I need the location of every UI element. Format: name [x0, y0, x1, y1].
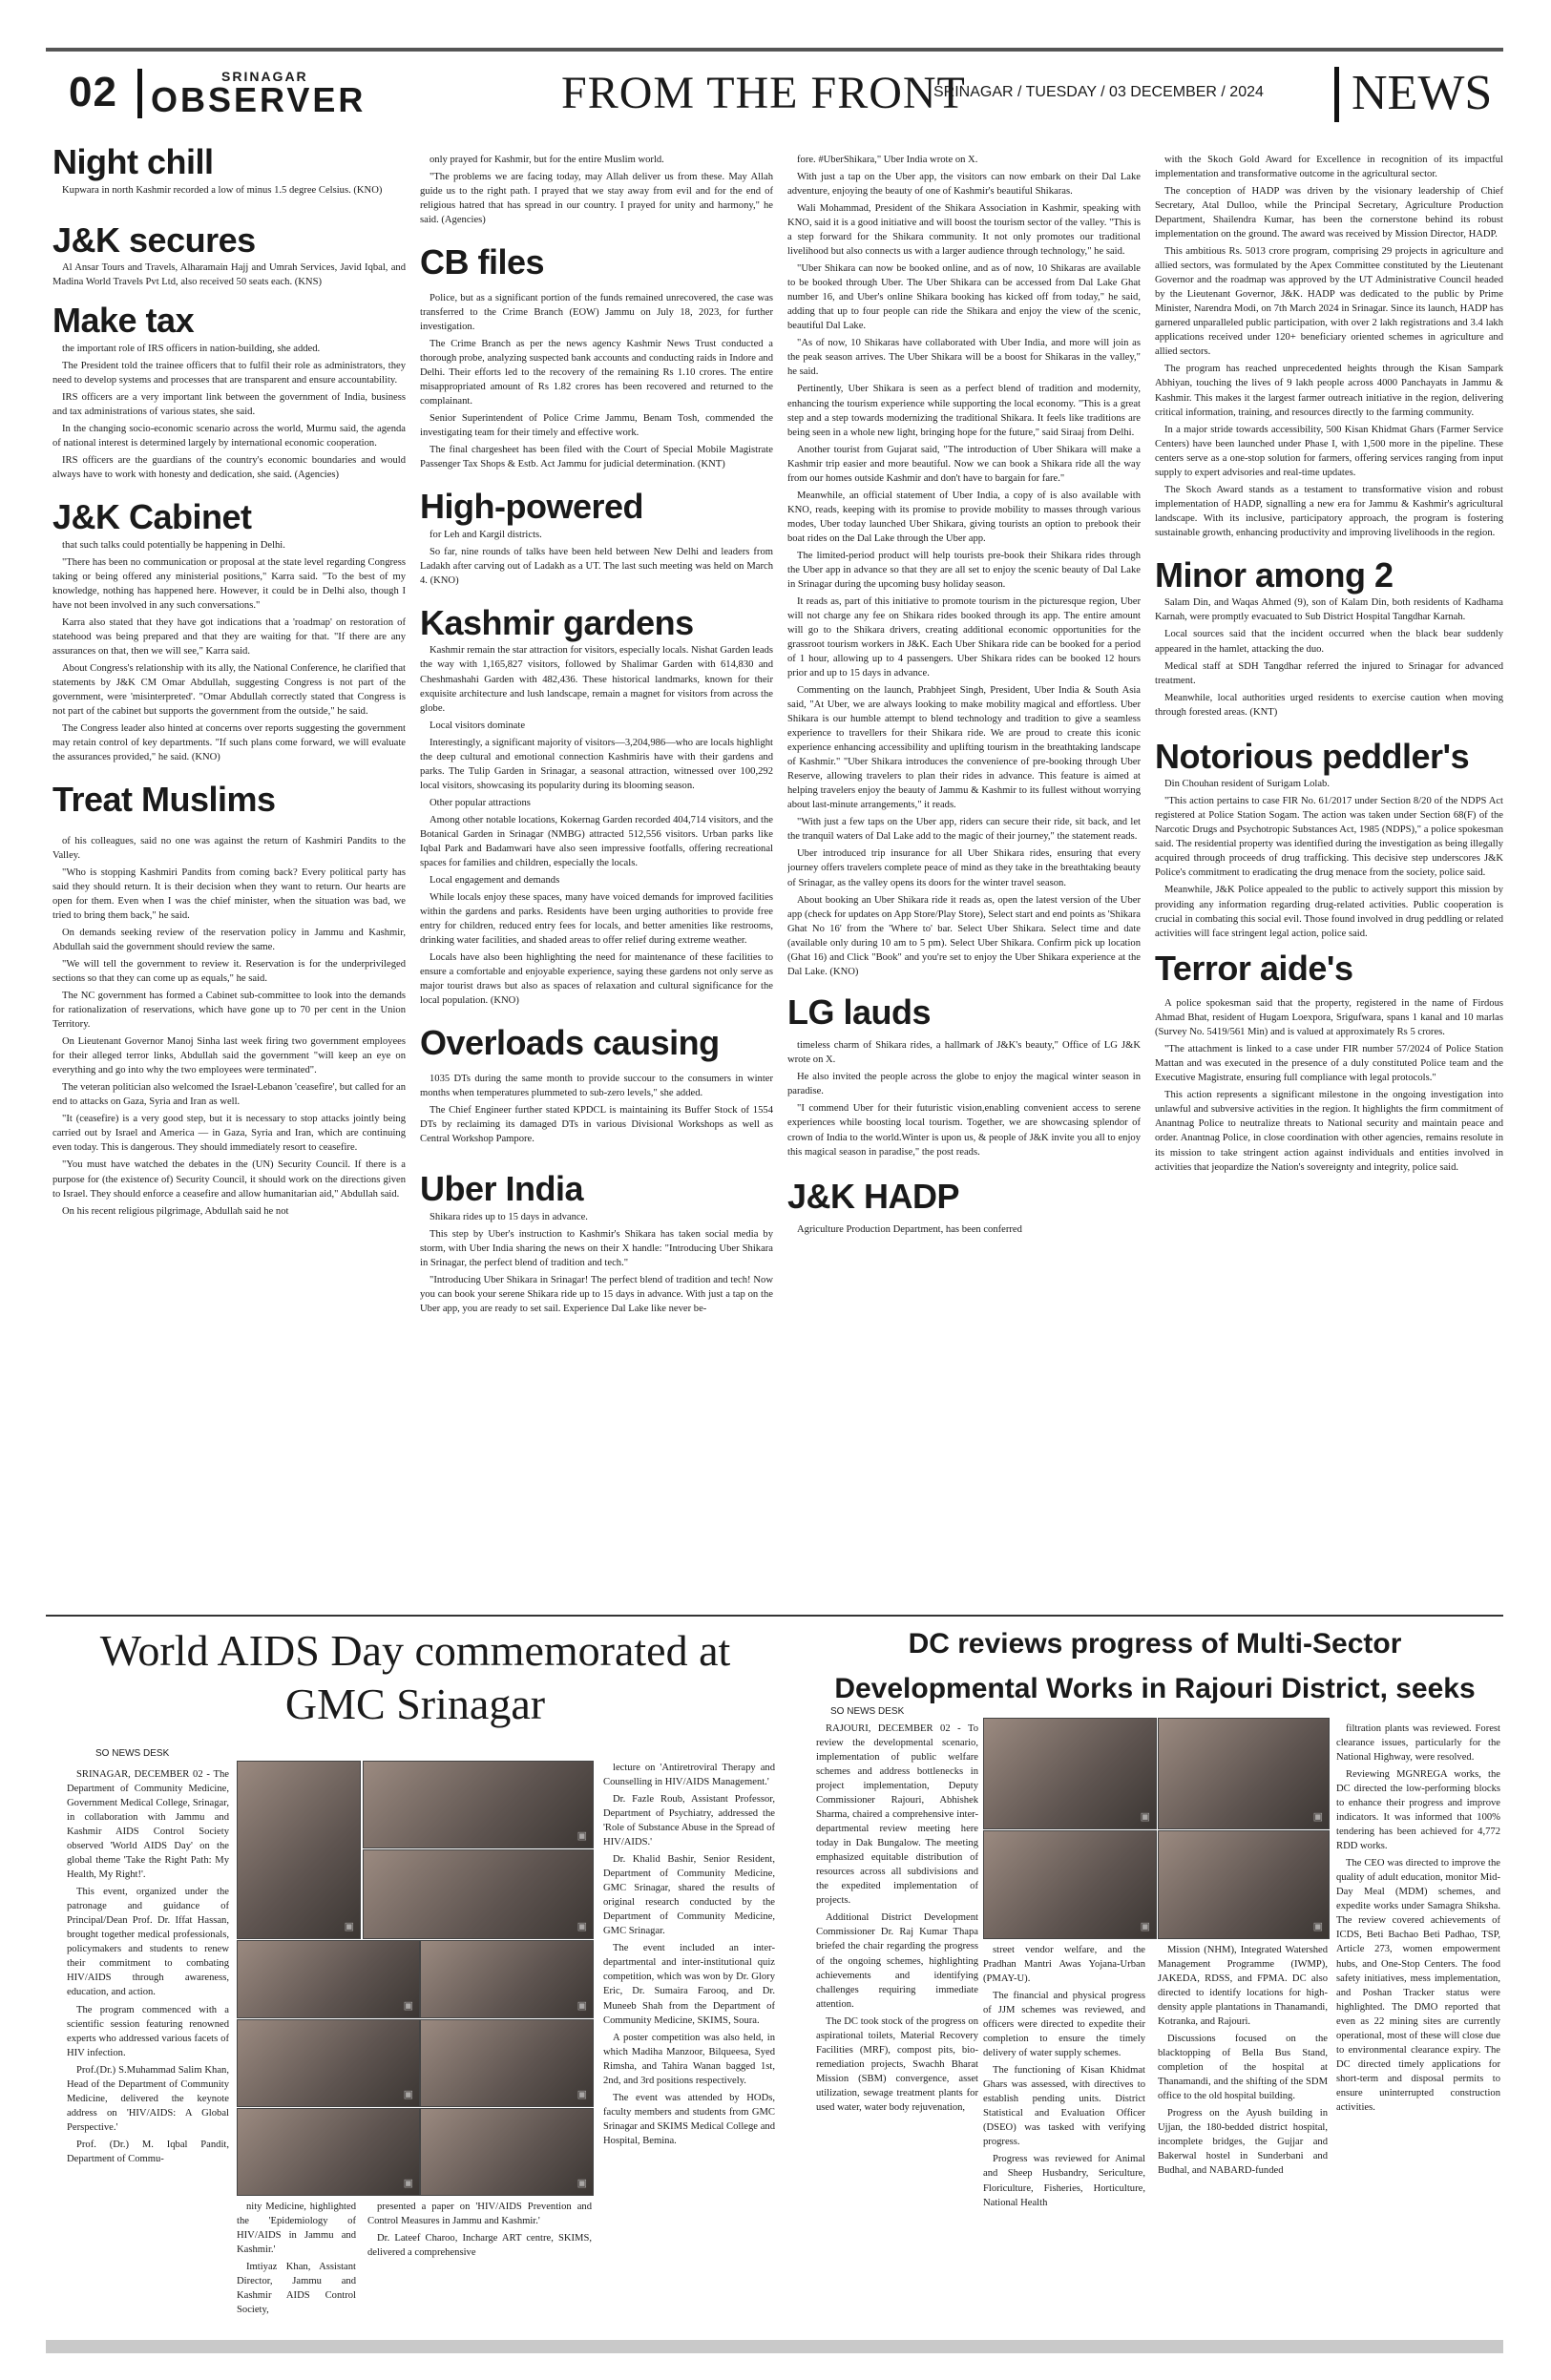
article-text: A police spokesman said that the property, registered in the name of Firdous Ahmad Bhat, resident of Hugam Loexpora, Srigufwara, spans 1 kanal and 10 marlas (Survey No. 5419/561 Min) and is valued at approximately Rs 5 crores.	[1155, 998, 1503, 1038]
dc-column-1	[816, 1722, 978, 2335]
article-text: Salam Din, and Waqas Ahmed (9), son of Kalam Din, both residents of Kadhama Karnah, were promptly evacuated to Sub District Hospital Tangdhar Karnah.	[1155, 597, 1503, 623]
article-text: On Lieutenant Governor Manoj Sinha last week firing two government employees for their alleged terror links, Abdullah said the government "will keep an eye on everything and go into why the two employees were terminated".	[52, 1036, 406, 1076]
article-text: Among other notable locations, Kokernag Garden recorded 404,714 visitors, and the Botanical Garden in Srinagar (NMBG) attracted 512,556 visitors. Urban parks like Iqbal Park and Badamwari have also seen impressive footfalls, offering recreational spaces for families and children, especially the locals.	[420, 814, 773, 868]
article-text: Senior Superintendent of Police Crime Jammu, Benam Tosh, commended the investigating team for their timely and effective work.	[420, 413, 773, 439]
photo-icon: ▣	[576, 2000, 587, 2012]
byline: SO NEWS DESK	[95, 1748, 170, 1759]
article-text: "We will tell the government to review it. Reservation is for the underprivileged sections so that they can come up as equals," he said.	[52, 959, 406, 985]
article-text: "Introducing Uber Shikara in Srinagar! The perfect blend of tradition and tech! Now you can book your serene Shikara ride up to 15 days in advance. With just a tap on the Uber app, you are ready to set sail. Experience Dal Lake like never be-	[420, 1274, 773, 1314]
article-text: Dr. Lateef Charoo, Incharge ART centre, SKIMS, delivered a comprehensive	[367, 2233, 592, 2259]
headline-world-aids-day[interactable]: World AIDS Day commemorated at GMC Srinagar	[99, 1626, 731, 1729]
article-text: Progress on the Ayush building in Ujjan, the 180-bedded district hospital, incomplete bridges, the Gujjar and Bakerwal hostel in Sunderbani and Budhal, and NABARD-funded	[1158, 2108, 1328, 2177]
article-text: IRS officers are a very important link between the government of India, business and tax administrations of various states, she said.	[52, 391, 406, 417]
dc-column-4	[1336, 1722, 1500, 2335]
event-photo	[237, 2019, 420, 2107]
article-text: The event included an inter-departmental and inter-institutional quiz competition, which was won by Dr. Glory Eric, Dr. Sumaira Farooq, and Dr. Muneeb Shah from the Department of Community Medicine, SKIMS, Soura.	[603, 1943, 775, 2026]
headline-treat-muslims[interactable]: Treat Muslims	[52, 780, 276, 820]
article-text: In the changing socio-economic scenario across the world, Murmu said, the agenda of national interest is determined largely by international economic cooperation.	[52, 424, 406, 449]
article-text: With just a tap on the Uber app, the visitors can now embark on their Dal Lake adventure, enjoying the beauty of one of Kashmir's beautiful Shikaras.	[787, 172, 1141, 198]
article-text: Uber introduced trip insurance for all Uber Shikara rides, ensuring that every journey offers travelers complete peace of mind as they take in the breathtaking beauty of Srinagar, as the valley opens its doors for the winter travel season.	[787, 848, 1141, 888]
article-text: Dr. Fazle Roub, Assistant Professor, Department of Psychiatry, addressed the 'Role of Substance Abuse in the Spread of HIV/AIDS.'	[603, 1794, 775, 1848]
article-text: SRINAGAR, DECEMBER 02 - The Department of Community Medicine, Government Medical College, Srinagar, in collaboration with Jammu and Kashmir AIDS Control Society observed 'World AIDS Day' on the global theme 'Take the Right Path: My Health, My Right!'.	[67, 1769, 229, 1881]
article-text: A poster competition was also held, in which Madiha Manzoor, Bilqueesa, Syed Rimsha, and Tahira Wanan bagged 1st, 2nd, and 3rd positions respectively.	[603, 2032, 775, 2086]
headline-jk-hadp[interactable]: J&K HADP	[787, 1176, 960, 1216]
article-text: "As of now, 10 Shikaras have collaborated with Uber India, and more will join as the peak season arrives. The Uber Shikara will be a boost for Shikaras in the valley," he said.	[787, 338, 1141, 378]
article-text: Reviewing MGNREGA works, the DC directed the low-performing blocks to enhance their progress and improve indicators. It was informed that 100% tendering has been achieved for 4,772 RDD works.	[1336, 1769, 1500, 1852]
article-text: timeless charm of Shikara rides, a hallmark of J&K's beauty," Office of LG J&K wrote on X.	[787, 1040, 1141, 1066]
dateline: SRINAGAR / TUESDAY / 03 DECEMBER / 2024	[933, 84, 1264, 100]
photo-icon: ▣	[403, 2000, 413, 2012]
headline-dc-reviews[interactable]: DC reviews progress of Multi-Sector Developmental Works in Rajouri District, seeks	[834, 1628, 1476, 1704]
article-text: Additional District Development Commissioner Dr. Raj Kumar Thapa briefed the chair regarding the progress of the ongoing schemes, highlighting achievements and identifying challenges requiring immediate attention.	[816, 1912, 978, 2010]
headline-night-chill[interactable]: Night chill	[52, 143, 214, 181]
article-text: The Crime Branch as per the news agency Kashmir News Trust conducted a thorough probe, analyzing suspected bank accounts and conducting raids in Indore and Delhi. Their efforts led to the recovery of the remaining Rs 1.10 crores. The entire misappropriated amount of Rs 1.82 crores has been recovered and returned to the complainant.	[420, 338, 773, 407]
section-title: FROM THE FRONT	[561, 68, 966, 118]
event-photo	[420, 2019, 594, 2107]
photo-icon: ▣	[1140, 1811, 1150, 1823]
photo-icon: ▣	[1312, 1921, 1323, 1932]
column-2	[420, 153, 773, 1608]
headline-jk-secures[interactable]: J&K secures	[52, 219, 256, 260]
aids-column-1	[67, 1767, 229, 2335]
headline-uber-india[interactable]: Uber India	[420, 1168, 584, 1208]
article-text: The limited-period product will help tourists pre-book their Shikara rides through the Uber app in advance so that they are all set to enjoy the scenic beauty of Dal Lake in Srinagar during the upcoming busy holiday season.	[787, 550, 1141, 590]
photo-icon: ▣	[403, 2178, 413, 2189]
article-text: RAJOURI, DECEMBER 02 - To review the developmental scenario, implementation of public welfare schemes and address bottlenecks in project implementation, Deputy Commissioner Rajouri, Abhishek Sharma, chaired a comprehensive inter-departmental review meeting here today in Dak Bungalow. The meeting emphasized equitable distribution of resources across all subdivisions and the expedited implementation of projects.	[816, 1723, 978, 1907]
article-text: The NC government has formed a Cabinet sub-committee to look into the demands for rationalization of reservations, which have gone up to 70 per cent in the Union Territory.	[52, 991, 406, 1031]
article-subhead: Other popular attractions	[430, 797, 531, 808]
article-text: Another tourist from Gujarat said, "The introduction of Uber Shikara will make a Kashmir trip easier and more beautiful. Now we can book a Shikara ride all the way from our homes outside Kashmir and don't have to bargain for fare."	[787, 444, 1141, 484]
photo-icon: ▣	[1140, 1921, 1150, 1932]
column-4	[1155, 153, 1503, 1608]
article-text: "It (ceasefire) is a very good step, but it is necessary to stop attacks jointly being carried out by Israel and America — in Gaza, Syria and Iran, which are continuing even today. This is dangerous. They should immediately resort to ceasefire.	[52, 1114, 406, 1154]
photo-icon: ▣	[576, 2089, 587, 2100]
event-photo	[420, 2108, 594, 2196]
article-text: filtration plants was reviewed. Forest clearance issues, particularly for the National Highway, were resolved.	[1336, 1723, 1500, 1764]
article-text: Prof.(Dr.) S.Muhammad Salim Khan, Head of the Department of Community Medicine, delivered the keynote address on 'HIV/AIDS: A Global Perspective.'	[67, 2064, 229, 2133]
article-text: The functioning of Kisan Khidmat Ghars was assessed, with directives to establish pending units. District Statistical and Evaluation Officer (DSEO) was tasked with verifying progress.	[983, 2065, 1145, 2148]
article-text: Meanwhile, an official statement of Uber India, a copy of is also available with KNO, reads, keeping with its promise to provide mobility to masses through various modes, Uber today launched Uber Shikara, giving tourists an option to prebook their boat rides on the Dal Lake through the Uber app.	[787, 490, 1141, 544]
aids-column-2	[237, 2200, 356, 2335]
article-text: Al Ansar Tours and Travels, Alharamain Hajj and Umrah Services, Javid Iqbal, and Madina World Travels Pvt Ltd, also received 50 seats each. (KNS)	[52, 262, 406, 288]
article-subhead: Local engagement and demands	[430, 874, 560, 886]
article-text: The DC took stock of the progress on aspirational toilets, Material Recovery Facilities (MRF), compost pits, bio-remediation projects, Swachh Bharat Mission (SBM) convergence, asset utilization, sewage treatment plants for used water, water body rejuvenation,	[816, 2015, 978, 2113]
article-text: Kashmir remain the star attraction for visitors, especially locals. Nishat Garden leads the way with 1,165,827 visitors, followed by Shalimar Garden with 614,830 and Cheshmashahi Garden with 482,436. These historical landmarks, known for their exquisite architecture and lush landscape, remain a magnet for visitors from across the globe.	[420, 645, 773, 714]
headline-high-powered[interactable]: High-powered	[420, 487, 643, 527]
article-text: Progress was reviewed for Animal and Sheep Husbandry, Sericulture, Floriculture, Fisheries, Horticulture, National Health	[983, 2154, 1145, 2208]
event-photo	[363, 1761, 594, 1848]
article-text: Local sources said that the incident occurred when the black bear suddenly appeared in the hamlet, attacking the duo.	[1155, 629, 1503, 655]
article-text: The financial and physical progress of JJM schemes was reviewed, and officers were directed to expedite their completion to ensure the timely delivery of water supply schemes.	[983, 1991, 1145, 2059]
article-text: Meanwhile, J&K Police appealed to the public to actively support this mission by providing any information regarding drug-related activities. Public cooperation is crucial in combating this social evil. Those found involved in drug peddling or related activities will face stringent legal action, police said.	[1155, 885, 1503, 939]
article-text: The President told the trainee officers that to fulfil their role as administrators, they need to develop systems and processes that are transparent and ensure accountability.	[52, 360, 406, 386]
column-1	[52, 143, 406, 1608]
article-text: On his recent religious pilgrimage, Abdullah said he not	[62, 1205, 289, 1217]
article-text: The final chargesheet has been filed with the Court of Special Mobile Magistrate Passenger Tax Shops & Estb. Act Jammu for judicial determination. (KNT)	[420, 445, 773, 470]
article-text: that such talks could potentially be happening in Delhi.	[62, 539, 285, 551]
article-text: "Who is stopping Kashmiri Pandits from coming back? Every political party has said they should return. It is their decision when they want to return. Our hearts are open for them. Even when I was the chief minister, when the situation was bad, we tried to bring them back," he said.	[52, 866, 406, 921]
masthead-divider-right	[1334, 67, 1339, 122]
photo-icon: ▣	[576, 2178, 587, 2189]
headline-minor-among-2[interactable]: Minor among 2	[1155, 554, 1394, 595]
byline: SO NEWS DESK	[830, 1706, 905, 1717]
event-photo	[237, 2108, 420, 2196]
meeting-photo	[1158, 1718, 1330, 1829]
article-text: The program has reached unprecedented heights through the Kisan Sampark Abhiyan, touching the lives of 9 lakh people across 4000 Panchayats in Jammu & Kashmir. This makes it the largest farmer outreach initiative in the region, delivering critical information, training, and resources directly to the farming community.	[1155, 364, 1503, 418]
article-text: Din Chouhan resident of Surigam Lolab.	[1164, 779, 1331, 790]
article-text: He also invited the people across the globe to enjoy the magical winter season in paradise.	[787, 1072, 1141, 1097]
top-rule	[46, 48, 1503, 52]
article-text: On demands seeking review of the reservation policy in Jammu and Kashmir, Abdullah said the government should review the same.	[52, 928, 406, 953]
event-photo	[237, 1761, 361, 1939]
article-text: Commenting on the launch, Prabhjeet Singh, President, Uber India & South Asia said, "At Uber, we are always looking to make mobility magical and effortless. Uber Shikara is our humble attempt to blend technology and tradition to give a seamless experience to travellers for their Shikara ride. We are proud to create this iconic experience enhancing accessibility and uplifting tourism in the breathtaking landscape of Kashmir." "Uber Shikara introduces the convenience of pre-booking through Uber Reserve, allowing travelers to plan their rides in advance. This feature is aimed at helping travelers enjoy the beauty of Jammu & Kashmir to its fullest without worrying about last-minute arrangements," it reads.	[787, 685, 1141, 811]
meeting-photo	[1158, 1830, 1330, 1939]
article-text: The Skoch Award stands as a testament to transformative vision and robust implementation of HADP, signalling a new era for Jammu & Kashmir's agricultural landscape. With its inclusive, participatory approach, the program is fostering sustainable growth, enhancing productivity and improving livelihoods in the region.	[1155, 484, 1503, 538]
article-text: Discussions focused on the blacktopping of Bella Bus Stand, completion of the hospital at Thanamandi, and the shifting of the SDM office to the old hospital building.	[1158, 2034, 1328, 2102]
article-text: Prof. (Dr.) M. Iqbal Pandit, Department of Commu-	[67, 2139, 229, 2164]
article-text: It reads as, part of this initiative to promote tourism in the picturesque region, Uber will not charge any fee on Shikara rides booked through its app. The entire amount will go to the Shikara drivers, creating additional economic opportunities for the grassroot tourism workers in J&K. Each Uber Shikara ride can be booked for a period of 1 hour, allowing up to 4 passengers. Uber Shikara rides can be booked 12 hours prior and up to 15 days in advance.	[787, 595, 1141, 679]
article-text: While locals enjoy these spaces, many have voiced demands for improved facilities within the gardens and parks. Residents have been urging authorities to provide free entry for children, reduced entry fees for locals, and better amenities like restrooms, drinking water facilities, and shaded areas to offer relief during extreme weather.	[420, 891, 773, 947]
headline-notorious-peddler[interactable]: Notorious peddler's	[1155, 736, 1470, 776]
article-text: Agriculture Production Department, has been conferred	[797, 1224, 1022, 1236]
masthead-divider	[137, 69, 142, 118]
article-text: for Leh and Kargil districts.	[430, 529, 542, 540]
event-photo	[363, 1849, 594, 1939]
article-text: The program commenced with a scientific session featuring renowned experts who addressed various facets of HIV infection.	[67, 2004, 229, 2058]
brand-logo: OBSERVER	[151, 80, 367, 119]
article-text: The conception of HADP was driven by the visionary leadership of Chief Secretary, Atal Dulloo, while the Principal Secretary, Agriculture Production Department, Shailendra Kumar, has been the cornerstone behind its robust implementation on the ground. The award was received by Mission Director, HADP.	[1155, 186, 1503, 240]
article-text: Police, but as a significant portion of the funds remained unrecovered, the case was transferred to the Crime Branch (EOW) Jammu on July 18, 2023, for further investigation.	[420, 292, 773, 332]
photo-icon: ▣	[576, 1830, 587, 1842]
headline-make-tax[interactable]: Make tax	[52, 301, 195, 341]
aids-column-3	[367, 2200, 592, 2335]
photo-icon: ▣	[344, 1921, 354, 1932]
article-text: street vendor welfare, and the Pradhan Mantri Awas Yojana-Urban (PMAY-U).	[983, 1945, 1145, 1985]
article-text: This step by Uber's instruction to Kashmir's Shikara has taken social media by storm, with Uber India sharing the news on their X handle: "Introducing Uber Shikara in Srinagar, the perfect blend of tradition and tech."	[420, 1228, 773, 1268]
article-text: only prayed for Kashmir, but for the entire Muslim world.	[430, 155, 664, 165]
article-text: fore. #UberShikara," Uber India wrote on X.	[797, 155, 978, 165]
photo-icon: ▣	[1312, 1811, 1323, 1823]
article-text: "The attachment is linked to a case under FIR number 57/2024 of Police Station Mattan and was executed in the presence of a duly constituted Police team and the Executive Magistrate, ensuring full compliance with legal protocols."	[1155, 1044, 1503, 1084]
news-label: NEWS	[1352, 66, 1493, 120]
article-text: of his colleagues, said no one was against the return of Kashmiri Pandits to the Valley.	[52, 835, 406, 861]
headline-kashmir-gardens[interactable]: Kashmir gardens	[420, 602, 694, 642]
article-text: This ambitious Rs. 5013 crore program, comprising 29 projects in agriculture and allied sectors, was formulated by the Apex Committee constituted by the Lieutenant Governor and the roadmap was approved by the UT Administrative Council headed by the Lieutenant Governor, J&K. HADP was dedicated to the public by Prime Minister, Narendra Modi, on 7th March 2024 in Srinagar. Since its launch, HADP has garnered unparalleled public participation, with over 2 lakh registrations and 3.4 lakh applications received under 120+ beneficiary oriented schemes in agriculture and allied sectors.	[1155, 246, 1503, 358]
headline-terror-aide[interactable]: Terror aide's	[1155, 948, 1353, 988]
headline-cb-files[interactable]: CB files	[420, 242, 545, 282]
event-photo	[420, 1940, 594, 2018]
article-subhead: Local visitors dominate	[430, 720, 526, 731]
page-number: 02	[69, 69, 117, 115]
article-text: "This action pertains to case FIR No. 61/2017 under Section 8/20 of the NDPS Act registered at Police Station Sogam. The action was taken under Section 68(F) of the Narcotic Drugs and Psychotropic Substances Act, 1985 (NDPS)," a police spokesman said. The residential property was identified during the investigation as being illegally acquired through proceeds of drug trafficking. This decisive step underscores J&K Police's commitment to eradicating the drug menace from the society, police said.	[1155, 796, 1503, 879]
article-text: Dr. Khalid Bashir, Senior Resident, Department of Community Medicine, GMC Srinagar, shared the results of original research conducted by the Department of Community Medicine, GMC Srinagar.	[603, 1854, 775, 1937]
article-text: The Chief Engineer further stated KPDCL is maintaining its Buffer Stock of 1554 DTs by reclaiming its damaged DTs in various Divisional Workshops as well as Central Workshop Pampore.	[420, 1104, 773, 1144]
article-text: "I commend Uber for their futuristic vision,enabling convenient access to serene experiences while boosting local tourism. Together, we are showcasing splendor of crown of India to the world.Winter is upon us, & people of J&K invite you all to enjoy this magical season in paradise," the post reads.	[787, 1103, 1141, 1158]
event-photo	[237, 1940, 420, 2018]
column-3	[787, 153, 1141, 1608]
article-text: Meanwhile, local authorities urged residents to exercise caution when moving through forested areas. (KNT)	[1155, 692, 1503, 718]
article-text: with the Skoch Gold Award for Excellence in recognition of its impactful implementation and transformative outcome in the agricultural sector.	[1155, 155, 1503, 180]
article-text: nity Medicine, highlighted the 'Epidemiology of HIV/AIDS in Jammu and Kashmir.'	[237, 2202, 356, 2256]
aids-column-4	[603, 1761, 775, 2335]
article-text: Imtiyaz Khan, Assistant Director, Jammu and Kashmir AIDS Control Society,	[237, 2262, 356, 2316]
article-text: "Uber Shikara can now be booked online, and as of now, 10 Shikaras are available to be booked through Uber. The Uber Shikara can be accessed from Dal Lake Ghat number 16, and Uber's online Shikara booking has kicked off from today," he said, adding that up to four people can ride the Shikara and enjoy the view of the scenic, beautiful Dal Lake.	[787, 263, 1141, 332]
article-text: The veteran politician also welcomed the Israel-Lebanon 'ceasefire', but called for an end to attacks on Gaza, Syria and Iran as well.	[52, 1082, 406, 1108]
article-text: "The problems we are facing today, may Allah deliver us from these. May Allah guide us to the right path. I prayed that we stay away from evil and for the end of religious hatred that has spread in our country. I prayed for unity and harmony," he said. (Agencies)	[420, 172, 773, 226]
article-text: Pertinently, Uber Shikara is seen as a perfect blend of tradition and modernity, enhancing the tourism experience while supporting the local economy. "This is a great step and a step towards modernizing the traditional Shikara. It feels like traditions are being seen in a whole new light, bringing hope for the future," said Siraaj from Delhi.	[787, 384, 1141, 438]
article-text: Karra also stated that they have got indications that a 'roadmap' on restoration of statehood was being prepared and that they are waiting for that. "If there are any assurances on that, then we will see," Karra said.	[52, 616, 406, 657]
article-text: This event, organized under the patronage and guidance of Principal/Dean Prof. Dr. Iffat Hassan, brought together medical professionals, policymakers and students to renew their commitment to combating HIV/AIDS through awareness, education, and action.	[67, 1887, 229, 1998]
article-text: lecture on 'Antiretroviral Therapy and Counselling in HIV/AIDS Management.'	[603, 1763, 775, 1788]
article-text: "You must have watched the debates in the (UN) Security Council. If there is a purpose for (the existence of) Security Council, it should work on the directions given to Israel. They should enforce a ceasefire and allow humanitarian aid," Abdullah said.	[52, 1159, 406, 1200]
brand-city: SRINAGAR	[221, 69, 308, 84]
article-text: Interestingly, a significant majority of visitors—3,204,986—who are locals highlight the deep cultural and emotional connection Kashmiris have with their gardens and parks. The Tulip Garden in Srinagar, a seasonal attraction, witnessed over 100,292 local visitors, showcasing its popularity during its blooming season.	[420, 737, 773, 791]
photo-icon: ▣	[403, 2089, 413, 2100]
article-text: About Congress's relationship with its ally, the National Conference, he clarified that statements by J&K CM Omar Abdullah, suggesting Congress is not part of the government, were 'misinterpreted'. "Omar Abdullah correctly stated that Congress is not part of the cabinet but supports the government from the outside," he said.	[52, 663, 406, 718]
article-text: This action represents a significant milestone in the ongoing investigation into unlawful and subversive activities in the region. It highlights the firm commitment of Anantnag Police to neutralize threats to National security and maintain peace and order. Anantnag Police, in close coordination with other agencies, remains resolute in its mission to take stringent action against individuals and entities involved in activities that jeopardize the Nation's sovereignty and integrity, police said.	[1155, 1090, 1503, 1173]
article-text: the important role of IRS officers in nation-building, she added.	[62, 343, 321, 354]
article-text: IRS officers are the guardians of the country's economic boundaries and would always have to work with honesty and dedication, she said. (Agencies)	[52, 455, 406, 481]
footer-bar	[46, 2340, 1503, 2353]
article-text: presented a paper on 'HIV/AIDS Prevention and Control Measures in Jammu and Kashmir.'	[367, 2202, 592, 2227]
photo-icon: ▣	[576, 1921, 587, 1932]
article-text: The CEO was directed to improve the quality of adult education, monitor Mid-Day Meal (MDM) schemes, and expedite works under Samagra Shiksha. The review covered achievements of ICDS, Beti Bachao Beti Padhao, TSP, Article 273, women empowerment hubs, and One-Stop Centers. The food safety initiatives, mess implementation, and Poshan Tracker status were highlighted. The DMO reported that even as 22 mining sites are currently operational, most of these will close due to environmental clearance expiry. The DC directed timely applications for short-term and disposal permits to ensure uninterrupted construction activities.	[1336, 1858, 1500, 2113]
bottom-section-rule	[46, 1615, 1503, 1617]
article-text: So far, nine rounds of talks have been held between New Delhi and leaders from Ladakh after carving out of Ladakh as a UT. The last such meeting was held on March 4. (KNO)	[420, 546, 773, 586]
meeting-photo	[983, 1830, 1157, 1939]
article-text: Locals have also been highlighting the need for maintenance of these facilities to ensure a comfortable and enjoyable experience, saying these gardens not only serve as major tourist draws but also as spaces of relaxation and cultural significance for the local population. (KNO)	[420, 952, 773, 1007]
article-text: Shikara rides up to 15 days in advance.	[430, 1211, 588, 1222]
headline-overloads[interactable]: Overloads causing	[420, 1023, 720, 1063]
headline-jk-cabinet[interactable]: J&K Cabinet	[52, 497, 252, 537]
article-text: Wali Mohammad, President of the Shikara Association in Kashmir, speaking with KNO, said it is a good initiative and will boost the tourism sector of the valley. "This is a step forward for the Shikara community. It not only promotes our traditional livelihood but also connects us with a larger audience through technology," he said.	[787, 203, 1141, 258]
article-text: The event was attended by HODs, faculty members and students from GMC Srinagar and SKIMS Medical College and Hospital, Bemina.	[603, 2092, 775, 2146]
article-text: "With just a few taps on the Uber app, riders can secure their ride, sit back, and let the tranquil waters of Dal Lake add to the magic of their journey," the statement reads.	[787, 817, 1141, 843]
article-text: Medical staff at SDH Tangdhar referred the injured to Srinagar for advanced treatment.	[1155, 660, 1503, 686]
article-text: The Congress leader also hinted at concerns over reports suggesting the government may retain control of key departments. "If such plans come forward, we will evaluate the assurances provided," he said. (KNO)	[52, 723, 406, 763]
masthead	[46, 59, 1503, 126]
dc-column-3	[1158, 1943, 1328, 2335]
meeting-photo	[983, 1718, 1157, 1829]
article-text: 1035 DTs during the same month to provide succour to the consumers in winter months when temperatures plummeted to sub-zero levels," she added.	[420, 1073, 773, 1098]
article-text: About booking an Uber Shikara ride it reads as, open the latest version of the Uber app (check for updates on App Store/Play Store), Select start and end points as 'Shikara Ghat No 16' from the 'Where to' bar. Select Uber Shikara. Select time and date (available only during 10 am to 5 pm). Select Uber Shikara. Confirm pick up location (Ghat 16) and Click "Book" and you're set to enjoy the Uber Shikara experience at the Dal Lake. (KNO)	[787, 894, 1141, 977]
dc-column-2	[983, 1943, 1145, 2335]
headline-lg-lauds[interactable]: LG lauds	[787, 992, 932, 1032]
article-text: "There has been no communication or proposal at the state level regarding Congress taking or being offered any ministerial positions," Karra said. "To the best of my knowledge, nothing has happened here. However, it could be in Delhi also, though I have not been involved in any such conversations."	[52, 556, 406, 611]
article-text: Mission (NHM), Integrated Watershed Management Programme (IWMP), JAKEDA, RDSS, and FPMA. DC also directed to identify locations for high-density apple plantations in Thanamandi, Kotranka, and Rajouri.	[1158, 1945, 1328, 2028]
article-text: In a major stride towards accessibility, 500 Kisan Khidmat Ghars (Farmer Service Centers) have been launched under Phase I, with 1,500 more in the pipeline. These centers serve as a one-stop solution for farmers, offering services ranging from input supply to expert advisories and real-time updates.	[1155, 424, 1503, 478]
article-text: Kupwara in north Kashmir recorded a low of minus 1.5 degree Celsius. (KNO)	[62, 184, 383, 196]
